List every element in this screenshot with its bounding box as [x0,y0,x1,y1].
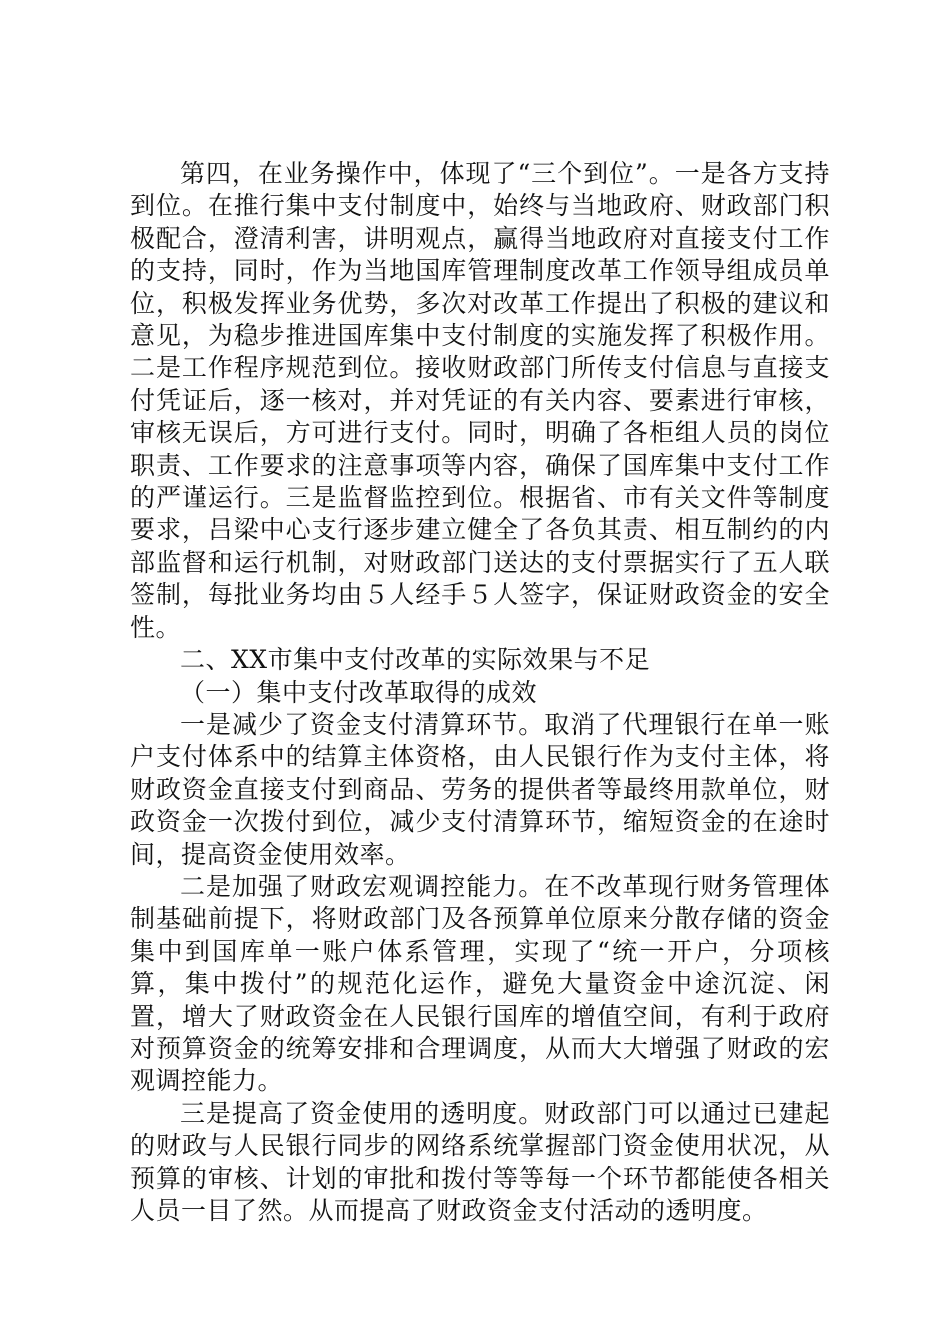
paragraph-effect-two: 二是加强了财政宏观调控能力。在不改革现行财务管理体制基础前提下，将财政部门及各预算单位原来分散存储的资金集中到国库单一账户体系管理，实现了“统一开户，分项核算，集中拨付”的规范化运作，避免大量资金中途沉淀、闲置，增大了财政资金在人民银行国库的增值空间，有利于政府对预算资金的统筹安排和合理调度，从而大大增强了财政的宏观调控能力。 [130,871,830,1096]
subsection-heading: （一）集中支付改革取得的成效 [180,677,538,707]
paragraph-fourth-point: 第四，在业务操作中，体现了“三个到位”。一是各方支持到位。在推行集中支付制度中，始终与当地政府、财政部门积极配合，澄清利害，讲明观点，赢得当地政府对直接支付工作的支持，同时，作为当地国库管理制度改革工作领导组成员单位，积极发挥业务优势，多次对改革工作提出了积极的建议和意见，为稳步推进国库集中支付制度的实施发挥了积极作用。二是工作程序规范到位。接收财政部门所传支付信息与直接支付凭证后，逐一核对，并对凭证的有关内容、要素进行审核，审核无误后，方可进行支付。同时，明确了各柜组人员的岗位职责、工作要求的注意事项等内容，确保了国库集中支付工作的严谨运行。三是监督监控到位。根据省、市有关文件等制度要求，吕梁中心支行逐步建立健全了各负其责、相互制约的内部监督和运行机制，对财政部门送达的支付票据实行了五人联签制，每批业务均由５人经手５人签字，保证财政资金的安全性。 [130,159,830,642]
document-body [130,158,830,1227]
paragraph-effect-one: 一是减少了资金支付清算环节。取消了代理银行在单一账户支付体系中的结算主体资格，由人民银行作为支付主体，将财政资金直接支付到商品、劳务的提供者等最终用款单位，财政资金一次拨付到位，减少支付清算环节，缩短资金的在途时间，提高资金使用效率。 [130,709,830,869]
section-heading: 二、XX市集中支付改革的实际效果与不足 [180,645,651,675]
paragraph-effect-three: 三是提高了资金使用的透明度。财政部门可以通过已建起的财政与人民银行同步的网络系统掌握部门资金使用状况，从预算的审核、计划的审批和拨付等等每一个环节都能使各相关人员一目了然。从而提高了财政资金支付活动的透明度。 [130,1098,830,1225]
